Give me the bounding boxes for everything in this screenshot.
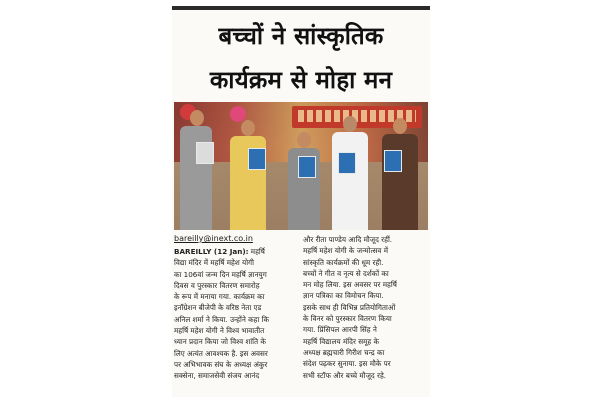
magazine	[338, 152, 356, 174]
article-line: पर अभिभावक संघ के अध्यक्ष अंकुर	[174, 359, 268, 369]
article-line: ज्ञान पत्रिका का विमोचन किया.	[303, 291, 384, 301]
headline-line-2: कार्यक्रम से मोहा मन	[209, 66, 393, 94]
magazine	[298, 156, 316, 178]
event-photo	[174, 102, 428, 230]
article-line: महर्षि विद्यालय मंदिर समूह के	[303, 336, 379, 346]
person	[380, 116, 420, 230]
article-line: महर्षि महेश योगी ने विश्व भावातीत	[174, 326, 265, 336]
article-line: दिवस व पुरस्कार वितरण समारोह	[174, 280, 260, 290]
article-line: के रूप में मनाया गया. कार्यक्रम का	[174, 292, 265, 302]
article-line: बच्चों ने गीत व नृत्य से दर्शकों का	[303, 268, 389, 278]
article-line: विद्या मंदिर में महर्षि महेश योगी	[174, 258, 254, 268]
article-line: लिए अत्यंत आवश्यक है. इस अवसर	[174, 348, 268, 358]
headline	[176, 14, 426, 102]
magazine	[248, 148, 266, 170]
dateline: BAREILLY (12 Jan):	[174, 247, 249, 256]
byline-email: bareilly@inext.co.in	[174, 234, 253, 243]
article-line: संदेश पढ़कर सुनाया. इस मौके पर	[303, 359, 391, 369]
article-line: सक्सेना, समाजसेवी संजय आनंद	[174, 371, 260, 381]
article-line: का 106वां जन्म दिन महर्षि ज्ञानयुग	[174, 269, 267, 279]
magazine	[196, 142, 214, 164]
article-line: BAREILLY (12 Jan): महर्षि	[174, 247, 265, 256]
article-column-left	[174, 246, 299, 396]
top-rule	[172, 6, 430, 10]
newspaper-clipping	[172, 6, 430, 397]
article-line: ध्यान प्रदान किया जो विश्व शांति के	[174, 337, 266, 347]
person	[228, 118, 268, 230]
article-line: के विनर को पुरस्कार वितरण किया	[303, 314, 392, 324]
person	[330, 114, 370, 230]
article-line: अध्यक्ष ब्रह्मचारी गिरीश चन्द्र का	[303, 347, 385, 357]
person	[286, 130, 322, 230]
article-line: और रीता पाण्डेय आदि मौजूद रहीं.	[303, 235, 393, 244]
person	[178, 106, 214, 230]
article-line: अनिल शर्मा ने किया. उन्होंने कहा कि	[174, 314, 269, 324]
article-line: सांस्कृति कार्यक्रमों की धूम रही.	[303, 257, 384, 267]
article-line: इसके साथ ही विभिन्न प्रतियोगिताओं	[303, 302, 396, 312]
magazine	[384, 150, 402, 172]
article-line: मन मोह लिया. इस अवसर पर महर्षि	[303, 280, 397, 290]
article-line: गया. प्रिंसिपल आरपी सिंह ने	[303, 325, 377, 335]
article-column-right	[303, 234, 428, 396]
article-line: सभी स्टॉफ और बच्चे मौजूद रहे.	[303, 370, 387, 380]
headline-line-1: बच्चों ने सांस्कृतिक	[218, 22, 384, 50]
article-line: महर्षि महेश योगी के जन्मोत्सव में	[303, 246, 389, 256]
article-line: इनॉग्रेशन बीजेपी के वरिष्ठ नेता एड	[174, 303, 262, 313]
